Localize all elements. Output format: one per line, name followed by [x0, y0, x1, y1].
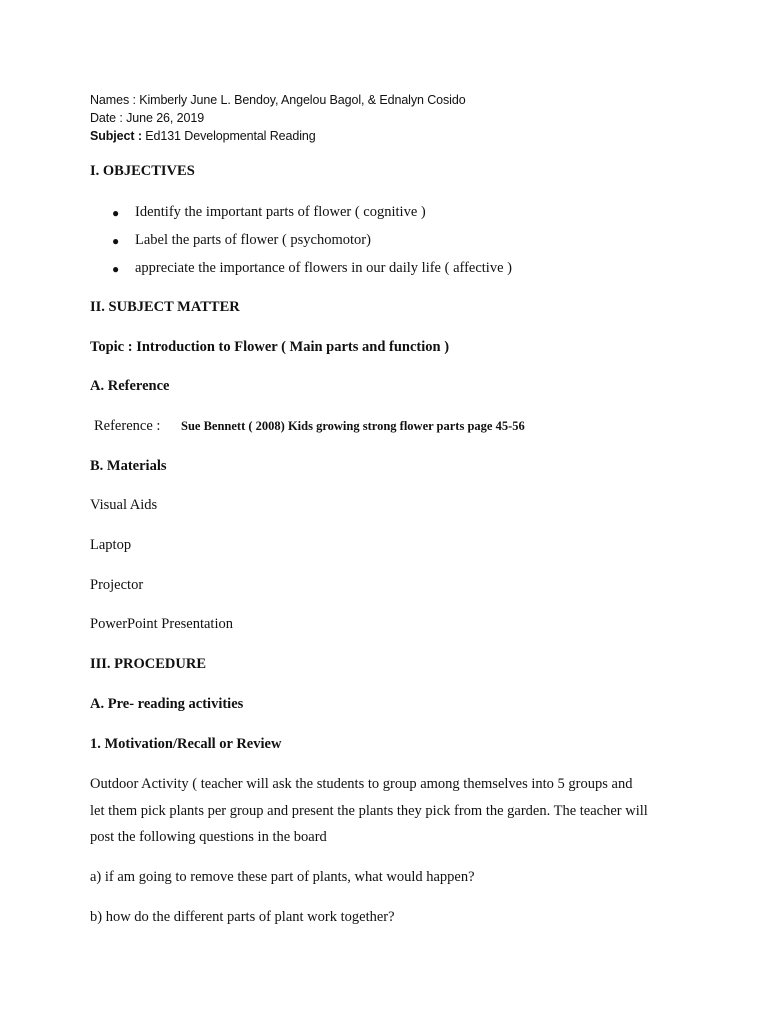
subject-line	[90, 129, 316, 143]
subject-value: Ed131 Developmental Reading	[145, 129, 316, 143]
objectives-heading: I. OBJECTIVES	[90, 163, 195, 179]
material-item: PowerPoint Presentation	[90, 616, 233, 632]
reference-value: Sue Bennett ( 2008) Kids growing strong flower parts page 45-56	[181, 419, 525, 433]
bullet-icon: ●	[112, 206, 120, 220]
procedure-heading: III. PROCEDURE	[90, 656, 207, 672]
reference-heading: A. Reference	[90, 378, 170, 394]
objective-item-1: Identify the important parts of flower ( cognitive )	[135, 204, 426, 220]
subject-label: Subject :	[90, 129, 142, 143]
topic-line: Topic : Introduction to Flower ( Main parts and function )	[90, 339, 450, 355]
bullet-icon: ●	[112, 262, 120, 276]
question-a: a) if am going to remove these part of plants, what would happen?	[90, 869, 475, 885]
pre-reading-heading: A. Pre- reading activities	[90, 696, 244, 712]
material-item: Visual Aids	[90, 497, 158, 513]
reference-label: Reference :	[94, 418, 161, 434]
motivation-heading: 1. Motivation/Recall or Review	[90, 736, 282, 752]
activity-line-2: let them pick plants per group and present the plants they pick from the garden. The teacher will	[90, 803, 648, 819]
activity-line-3: post the following questions in the board	[90, 829, 327, 845]
date-line	[90, 111, 204, 125]
names-value: Kimberly June L. Bendoy, Angelou Bagol, & Ednalyn Cosido	[139, 93, 466, 107]
question-b: b) how do the different parts of plant work together?	[90, 909, 395, 925]
activity-line-1: Outdoor Activity ( teacher will ask the students to group among themselves into 5 groups and	[90, 776, 633, 792]
date-label: Date :	[90, 111, 123, 125]
names-line	[90, 93, 466, 107]
material-item: Laptop	[90, 537, 132, 553]
names-label: Names :	[90, 93, 136, 107]
bullet-icon: ●	[112, 234, 120, 248]
objective-item-3: appreciate the importance of flowers in our daily life ( affective )	[135, 260, 512, 276]
objective-item-2: Label the parts of flower ( psychomotor)	[135, 232, 371, 248]
materials-heading: B. Materials	[90, 458, 167, 474]
date-value: June 26, 2019	[126, 111, 205, 125]
material-item: Projector	[90, 577, 144, 593]
subject-matter-heading: II. SUBJECT MATTER	[90, 299, 240, 315]
